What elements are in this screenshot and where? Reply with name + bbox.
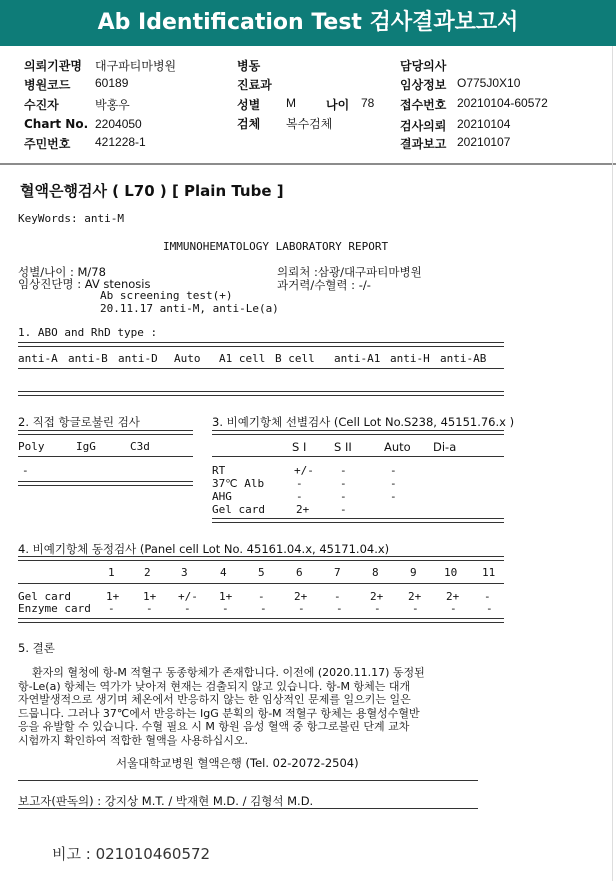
patient-sex-age: 성별/나이 : M/78 — [18, 265, 106, 279]
sec4-line — [18, 583, 504, 584]
value-patient: 박홍우 — [95, 98, 130, 112]
sec4-gel-8: 2+ — [370, 590, 384, 603]
label-clinical-info: 임상정보 — [400, 78, 447, 92]
value-receipt-no: 20210104-60572 — [457, 96, 548, 110]
sec4-col-2: 2 — [144, 566, 151, 579]
sec3-row-rt: RT — [212, 464, 226, 477]
label-specimen: 검체 — [237, 117, 261, 131]
sec3-line — [212, 456, 504, 457]
sec5-line-3: 자연발생적으로 생기며 체온에서 반응하지 않는 한 임상적인 문제를 일으키는 일은 — [18, 693, 411, 706]
sec1-double-line — [18, 342, 504, 347]
value-report-date: 20210107 — [457, 135, 511, 149]
sec3-bottom-line — [212, 518, 504, 523]
sec2-col-poly: Poly — [18, 440, 45, 453]
sec5-line-4: 드뭅니다. 그러나 37℃에서 반응하는 IgG 분획의 항-M 적혈구 항체는 용혈성수혈반 — [18, 706, 420, 720]
sec4-gel-3: +/- — [178, 590, 198, 603]
sec4-enz-7: - — [336, 602, 343, 615]
sec1-col-3: Auto — [174, 352, 201, 365]
sec3-col-auto: Auto — [384, 440, 411, 454]
sec3-rt-s2: - — [340, 464, 347, 477]
sec1-col-7: anti-H — [390, 352, 430, 365]
label-patient: 수진자 — [24, 98, 59, 112]
label-resident-no: 주민번호 — [24, 137, 71, 151]
sec4-gel-4: 1+ — [219, 590, 233, 603]
sec4-row-enzyme: Enzyme card — [18, 602, 91, 615]
sec4-enz-6: - — [298, 602, 305, 615]
sec3-ahg-auto: - — [390, 490, 397, 503]
sec4-gel-5: - — [258, 590, 265, 603]
patient-diagnosis: 임상진단명 : AV stenosis — [18, 277, 151, 291]
label-chart-no: Chart No. — [24, 117, 89, 131]
label-age: 나이 — [326, 98, 350, 112]
sec4-col-4: 4 — [220, 566, 227, 579]
sec4-gel-10: 2+ — [446, 590, 460, 603]
sec1-col-4: A1 cell — [219, 352, 266, 365]
label-sex: 성별 — [237, 98, 261, 112]
label-hospital-code: 병원코드 — [24, 78, 71, 92]
sec4-gel-2: 1+ — [143, 590, 157, 603]
sec5-line-5: 응을 유발할 수 있습니다. 수혈 필요 시 M 항원 음성 혈액 중 항그로불린 단계 교차 — [18, 720, 410, 733]
sec3-gel-s2: - — [340, 503, 347, 516]
label-report-date: 결과보고 — [400, 137, 447, 151]
sec4-gel-9: 2+ — [408, 590, 422, 603]
report-title: Ab Identification Test 검사결과보고서 — [97, 10, 519, 35]
sec2-value: - — [22, 464, 29, 477]
value-sex: M — [286, 96, 296, 110]
value-clinical-info: O775J0X10 — [457, 76, 521, 90]
sec4-col-7: 7 — [334, 566, 341, 579]
value-hospital-code: 60189 — [95, 76, 129, 90]
sec4-col-9: 9 — [410, 566, 417, 579]
sec5-footer: 서울대학교병원 혈액은행 (Tel. 02-2072-2504) — [116, 756, 359, 770]
page-edge — [612, 46, 613, 881]
label-physician: 담당의사 — [400, 59, 447, 73]
sec4-enz-1: - — [108, 602, 115, 615]
sec4-col-1: 1 — [108, 566, 115, 579]
sec4-enz-9: - — [412, 602, 419, 615]
sec4-enz-8: - — [374, 602, 381, 615]
sec5-line-2: 항-Le(a) 항체는 역가가 낮아져 현재는 검출되지 않고 있습니다. 항-M 항체는 대개 — [18, 679, 411, 693]
sec4-enz-4: - — [222, 602, 229, 615]
sec3-title: 3. 비예기항체 선별검사 (Cell Lot No.S238, 45151.76.x ) — [212, 415, 515, 429]
sec5-line-6: 시험까지 확인하여 적합한 혈액을 사용하십시오. — [18, 733, 249, 747]
sec3-row-ahg: AHG — [212, 490, 232, 503]
sec1-col-5: B cell — [275, 352, 315, 365]
label-request-date: 검사의뢰 — [400, 119, 447, 133]
reporter: 보고자(판독의) : 강지상 M.T. / 박재현 M.D. / 김형석 M.D. — [18, 794, 314, 808]
sec2-title: 2. 직접 항글로불린 검사 — [18, 415, 140, 429]
sec4-title: 4. 비예기항체 동정검사 (Panel cell Lot No. 45161.04.x, 45171.04.x) — [18, 542, 390, 556]
sec4-enz-5: - — [260, 602, 267, 615]
sec3-alb-s1: - — [296, 477, 303, 490]
sec4-enz-10: - — [450, 602, 457, 615]
sec1-bottom-line — [18, 391, 504, 396]
sec4-col-11: 11 — [482, 566, 496, 579]
sec3-col-dia: Di-a — [433, 440, 457, 454]
sec4-enz-11: - — [486, 602, 493, 615]
value-specimen: 복수검체 — [286, 117, 333, 131]
sec1-col-6: anti-A1 — [334, 352, 381, 365]
value-institution: 대구파티마병원 — [95, 59, 177, 73]
sec5-line-1: 환자의 혈청에 항-M 적혈구 동종항체가 존재합니다. 이전에 (2020.11.17) 동정된 — [32, 666, 425, 679]
patient-diagnosis-line2: Ab screening test(+) — [100, 289, 233, 302]
sec3-col-s1: S I — [292, 440, 307, 454]
value-chart-no: 2204050 — [95, 117, 142, 131]
sec4-enz-3: - — [184, 602, 191, 615]
sec3-alb-s2: - — [340, 477, 347, 490]
sec4-gel-6: 2+ — [294, 590, 308, 603]
sec1-col-2: anti-D — [118, 352, 158, 365]
sec5-title: 5. 결론 — [18, 641, 55, 655]
lab-title: IMMUNOHEMATOLOGY LABORATORY REPORT — [163, 240, 389, 253]
sec1-line — [18, 368, 504, 369]
value-age: 78 — [361, 96, 375, 110]
sec2-bottom-line — [18, 481, 193, 486]
sec4-row-gel: Gel card — [18, 590, 71, 603]
label-receipt-no: 접수번호 — [400, 98, 447, 112]
sec5-conclusion — [18, 666, 518, 747]
sec4-col-10: 10 — [444, 566, 458, 579]
patient-referrer: 의뢰처 :삼광/대구파티마병원 — [277, 265, 422, 279]
label-institution: 의뢰기관명 — [24, 59, 82, 73]
remark: 비고 : 021010460572 — [52, 845, 211, 863]
sec2-double-line — [18, 430, 193, 435]
sec4-enz-2: - — [146, 602, 153, 615]
sec4-col-5: 5 — [258, 566, 265, 579]
reporter-top-line — [18, 780, 478, 781]
sec3-alb-auto: - — [390, 477, 397, 490]
sec4-col-6: 6 — [296, 566, 303, 579]
sec3-row-alb: 37℃ Alb — [212, 477, 265, 490]
sec4-col-8: 8 — [372, 566, 379, 579]
label-ward: 병동 — [237, 59, 261, 73]
keywords: KeyWords: anti-M — [18, 212, 124, 225]
patient-history: 과거력/수혈력 : -/- — [277, 278, 371, 292]
reporter-bottom-line — [18, 808, 478, 809]
label-department: 진료과 — [237, 78, 272, 92]
header-divider — [0, 163, 616, 165]
value-resident-no: 421228-1 — [95, 135, 146, 149]
sec4-gel-11: - — [484, 590, 491, 603]
sec4-col-3: 3 — [181, 566, 188, 579]
sec1-col-1: anti-B — [68, 352, 108, 365]
sec4-bottom-line — [18, 618, 504, 623]
sec4-gel-1: 1+ — [106, 590, 120, 603]
sec2-col-c3d: C3d — [130, 440, 150, 453]
sec2-col-igg: IgG — [76, 440, 96, 453]
sec3-col-s2: S II — [334, 440, 352, 454]
sec4-gel-7: - — [334, 590, 341, 603]
sec3-gel-s1: 2+ — [296, 503, 310, 516]
sec3-rt-s1: +/- — [294, 464, 314, 477]
sec1-title: 1. ABO and RhD type : — [18, 326, 158, 339]
patient-diagnosis-line3: 20.11.17 anti-M, anti-Le(a) — [100, 302, 279, 315]
section-title: 혈액은행검사 ( L70 ) [ Plain Tube ] — [20, 182, 284, 200]
sec1-col-8: anti-AB — [440, 352, 487, 365]
sec2-line — [18, 456, 193, 457]
sec3-rt-auto: - — [390, 464, 397, 477]
sec3-double-line — [212, 430, 504, 435]
sec3-ahg-s2: - — [340, 490, 347, 503]
sec3-ahg-s1: - — [296, 490, 303, 503]
sec1-col-0: anti-A — [18, 352, 58, 365]
value-request-date: 20210104 — [457, 117, 511, 131]
sec3-row-gel: Gel card — [212, 503, 265, 516]
sec4-double-line — [18, 556, 504, 561]
